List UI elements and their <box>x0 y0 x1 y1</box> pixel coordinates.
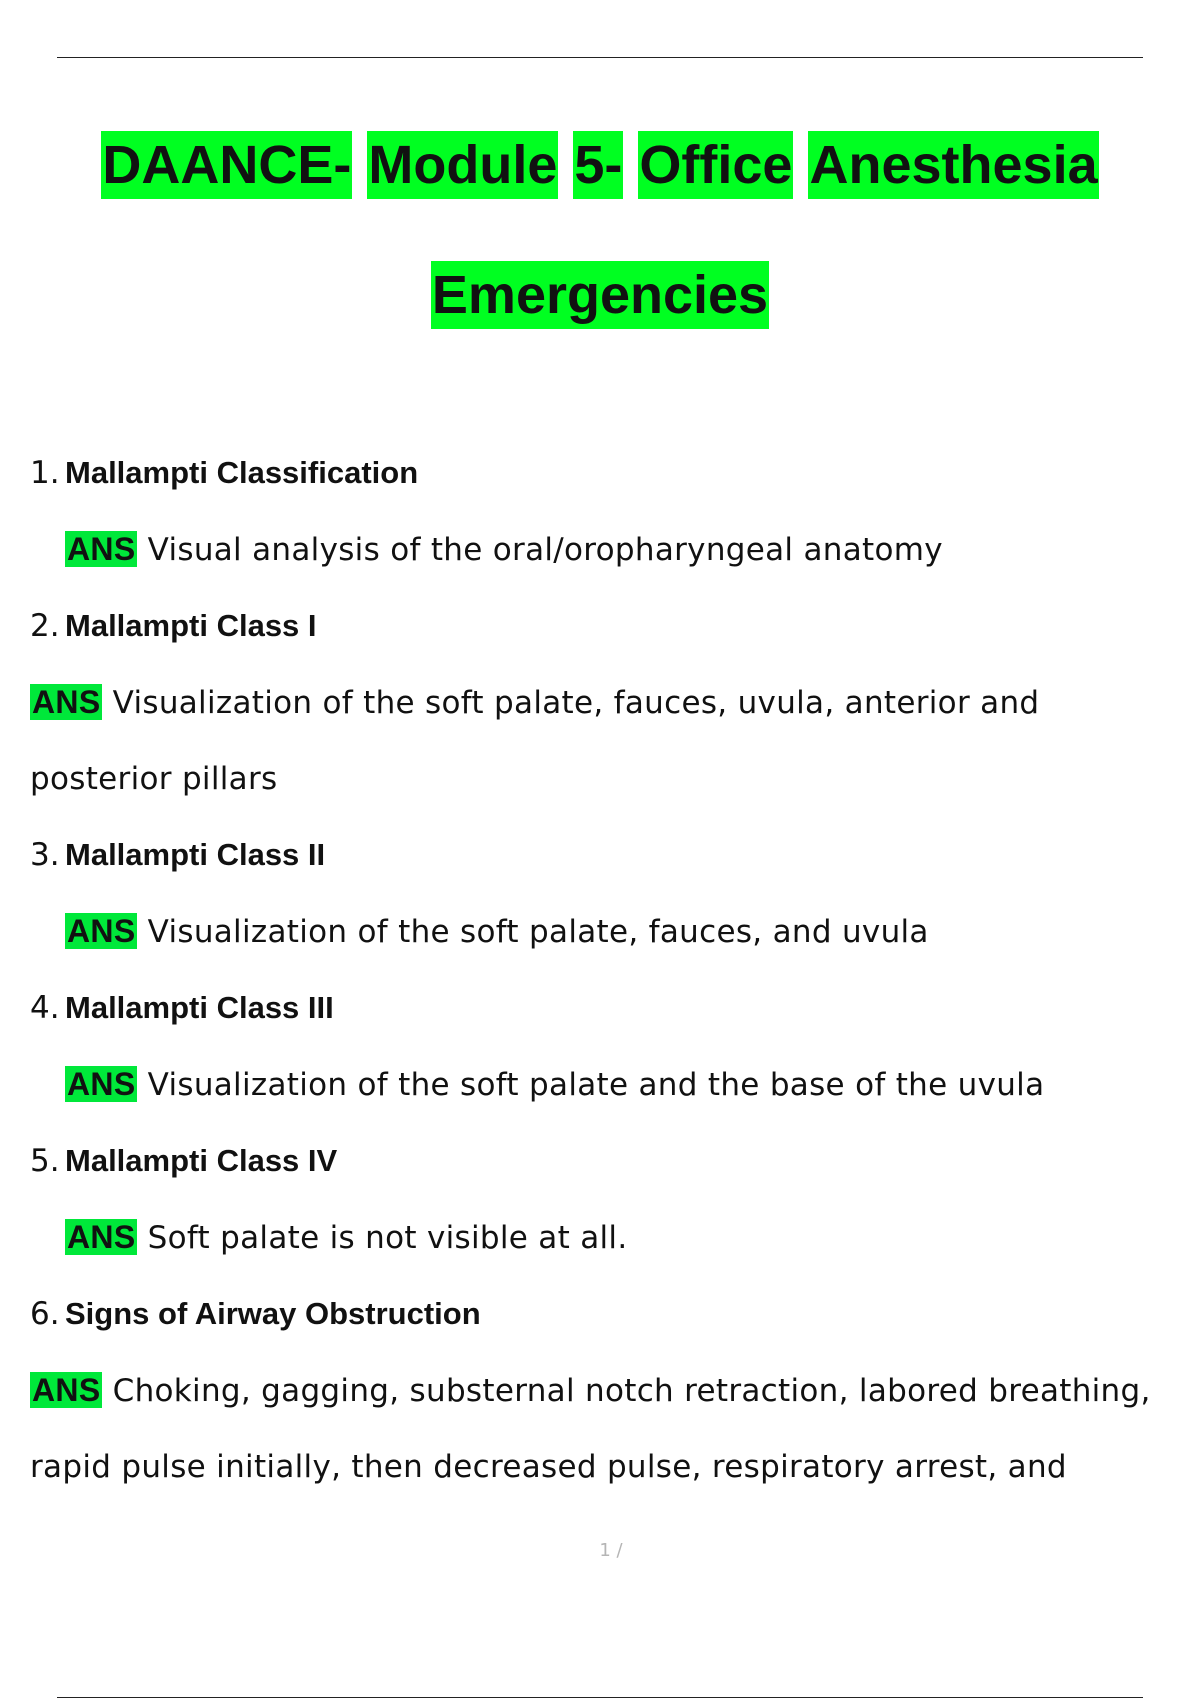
bottom-rule <box>57 1697 1143 1698</box>
title-word: Module <box>367 131 558 199</box>
ans-tag: ANS <box>67 913 136 949</box>
answer-text: Visualization of the soft palate and the base of the uvula <box>147 1067 1045 1103</box>
answer-row <box>30 1199 1180 1276</box>
question-row <box>30 435 1180 511</box>
question-number: 2. <box>30 608 60 644</box>
ans-tag: ANS <box>32 684 101 720</box>
page-number: 1 / <box>599 1540 623 1561</box>
answer-row <box>30 664 1050 817</box>
ans-tag: ANS <box>67 1219 136 1255</box>
ans-tag: ANS <box>67 1066 136 1102</box>
answer-row <box>30 511 1180 588</box>
question-number: 1. <box>30 455 60 491</box>
qa-list <box>30 435 1180 1505</box>
top-rule <box>57 57 1143 58</box>
answer-row <box>30 1352 1180 1505</box>
question-text: Mallampti Class I <box>65 608 317 643</box>
question-row <box>30 970 1180 1046</box>
question-number: 3. <box>30 837 60 873</box>
title-line-2 <box>0 230 1200 360</box>
answer-row <box>30 893 1180 970</box>
question-row <box>30 588 1180 664</box>
question-row <box>30 1276 1180 1352</box>
question-number: 5. <box>30 1143 60 1179</box>
question-text: Mallampti Class IV <box>65 1143 338 1178</box>
question-text: Signs of Airway Obstruction <box>65 1296 481 1331</box>
title-word: DAANCE- <box>101 131 352 199</box>
answer-text: Choking, gagging, substernal notch retraction, labored breathing, rapid pulse initially, then decreased pulse, respiratory arrest, and <box>30 1373 1151 1485</box>
question-number: 4. <box>30 990 60 1026</box>
title-word: Emergencies <box>431 261 769 329</box>
answer-row <box>30 1046 1180 1123</box>
answer-text: Visualization of the soft palate, fauces, uvula, anterior and posterior pillars <box>30 685 1040 797</box>
question-text: Mallampti Class III <box>65 990 334 1025</box>
title-line-1 <box>0 100 1200 230</box>
question-text: Mallampti Classification <box>65 455 419 490</box>
title-word: 5- <box>573 131 623 199</box>
answer-text: Visual analysis of the oral/oropharyngeal anatomy <box>147 532 943 568</box>
question-row <box>30 1123 1180 1199</box>
question-row <box>30 817 1180 893</box>
ans-tag: ANS <box>67 531 136 567</box>
question-number: 6. <box>30 1296 60 1332</box>
title-word: Anesthesia <box>808 131 1098 199</box>
answer-text: Soft palate is not visible at all. <box>147 1220 628 1256</box>
question-text: Mallampti Class II <box>65 837 326 872</box>
ans-tag: ANS <box>32 1372 101 1408</box>
document-title <box>0 100 1200 360</box>
title-word: Office <box>638 131 793 199</box>
answer-text: Visualization of the soft palate, fauces, and uvula <box>147 914 929 950</box>
